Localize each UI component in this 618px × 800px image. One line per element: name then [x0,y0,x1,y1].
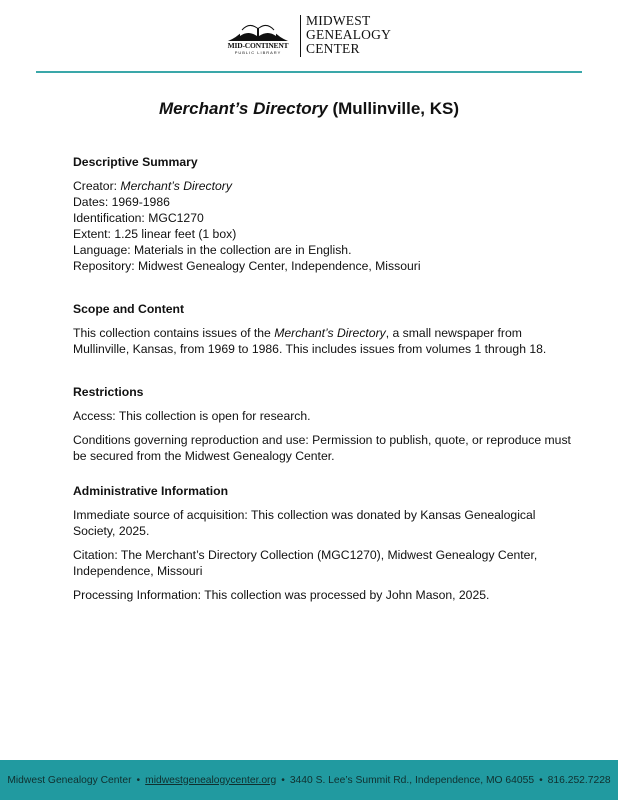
processing-text: Processing Information: This collection was processed by John Mason, 2025. [73,588,490,602]
footer-separator: • [539,774,543,786]
access-text: Access: This collection is open for research. [73,409,311,423]
center-name [306,14,391,56]
footer-separator: • [281,774,285,786]
header-logo [222,14,402,58]
section-heading: Scope and Content [73,302,185,316]
conditions-text: Conditions governing reproduction and use: Permission to publish, quote, or reproduce must be secured from the Midwest Genealogy Center. [73,433,571,463]
repository-line: Repository: Midwest Genealogy Center, Independence, Missouri [73,259,421,273]
title-rest: (Mullinville, KS) [327,99,460,118]
citation-text: Citation: The Merchant’s Directory Collection (MGC1270), Midwest Genealogy Center, Independence, Missouri [73,548,538,578]
footer-address: 3440 S. Lee’s Summit Rd., Independence, MO 64055 [289,774,535,786]
extent-line: Extent: 1.25 linear feet (1 box) [73,227,237,241]
administrative-section [73,483,573,603]
library-name: MID-CONTINENT [227,41,289,50]
page-title [0,99,618,119]
logo-divider [300,15,301,57]
center-name-line: MIDWEST [306,13,371,28]
section-heading: Descriptive Summary [73,155,198,169]
scope-text-part: , a small newspaper from Mullinville, Kansas, from 1969 to 1986. This includes issues from volumes 1 through 18. [73,326,547,356]
footer-separator: • [136,774,141,786]
footer-website-link[interactable]: midwestgenealogycenter.org [145,774,277,786]
header-divider [36,71,582,73]
footer [0,760,618,800]
center-name-line: GENEALOGY [306,27,392,42]
dates-line: Dates: 1969-1986 [73,195,170,209]
identification-line: Identification: MGC1270 [73,211,204,225]
acquisition-text: Immediate source of acquisition: This collection was donated by Kansas Genealogical Society, 2025. [73,508,536,538]
descriptive-summary-section [73,154,573,274]
center-name-line: CENTER [306,41,360,56]
open-book-icon [226,16,290,42]
creator-line [73,178,573,194]
scope-text [73,325,573,357]
creator-value: Merchant’s Directory [120,179,232,193]
scope-section [73,301,573,357]
library-subtitle: PUBLIC LIBRARY [234,50,282,55]
creator-label: Creator: [73,179,121,193]
document-body [73,154,573,630]
scope-text-italic: Merchant’s Directory [274,326,386,340]
mid-continent-logo [222,14,294,58]
language-line: Language: Materials in the collection are in English. [73,243,352,257]
scope-text-part: This collection contains issues of the [73,326,275,340]
footer-org: Midwest Genealogy Center [7,774,132,786]
section-heading: Administrative Information [73,484,229,498]
restrictions-section [73,384,573,464]
footer-phone: 816.252.7228 [547,774,611,786]
section-heading: Restrictions [73,385,144,399]
title-italic: Merchant’s Directory [158,99,328,118]
